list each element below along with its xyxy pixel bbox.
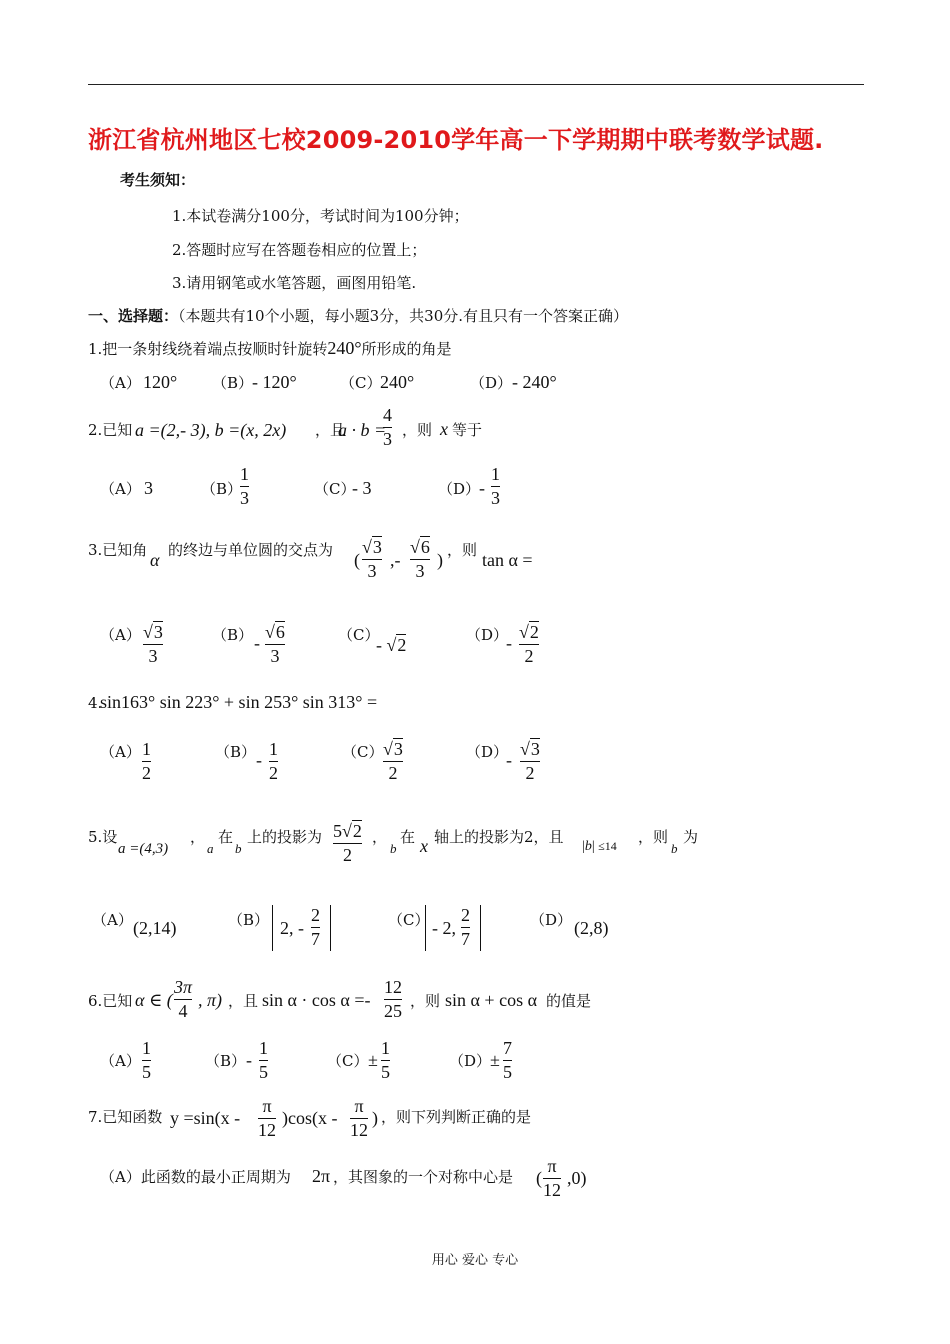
q2-option-c-label: （C） — [314, 480, 356, 498]
q6-stem-start: 6.已知 — [88, 992, 133, 1010]
page-footer: 用心 爱心 专心 — [431, 1253, 519, 1268]
den: 4 — [178, 1001, 188, 1021]
q5-is: 为 — [683, 828, 699, 846]
den: 5 — [259, 1062, 268, 1082]
q2-stem-start: 2.已知 — [88, 421, 133, 439]
den: 12 — [543, 1180, 561, 1200]
q1-option-d-label: （D） — [470, 374, 513, 392]
q6-option-a-label: （A） — [100, 1052, 141, 1070]
q6-then: ，则 — [410, 992, 441, 1010]
num: 1 — [269, 739, 278, 759]
q5-on-2: 在 — [400, 828, 416, 846]
notice-item-2: 2.答题时应写在答题卷相应的位置上； — [172, 241, 427, 259]
q7-option-a-point-fraction — [543, 1156, 561, 1201]
q4-option-a-fraction — [142, 739, 151, 784]
num: 1 — [142, 1038, 151, 1058]
num: π — [547, 1156, 557, 1176]
q7-option-a-period: 2π — [312, 1166, 331, 1186]
den: 5 — [381, 1062, 390, 1082]
q5-option-d-value: (2,8) — [574, 918, 609, 938]
q6-option-b-fraction — [259, 1038, 268, 1083]
q7-frac-1 — [258, 1096, 276, 1141]
num: 6 — [275, 622, 285, 642]
q7-func-start: y =sin(x - — [170, 1108, 241, 1128]
q5-option-a-label: （A） — [92, 911, 133, 929]
q3-stem-mid: 的终边与单位圆的交点为 — [168, 541, 334, 559]
q2-option-a-label: （A） — [100, 480, 141, 498]
q3-option-a-fraction: √3 3 — [143, 622, 163, 666]
num: 3 — [153, 622, 163, 642]
q4-option-d-label: （D） — [466, 743, 509, 761]
q5-x: x — [420, 836, 428, 856]
q5-b-2: b — [390, 841, 397, 856]
section-label: 一、选择题： — [88, 307, 179, 325]
q7-stem-start: 7.已知函数 — [88, 1108, 163, 1126]
q3-option-c-label: （C） — [338, 626, 380, 644]
coef: 5 — [333, 821, 342, 841]
q5-comma-2: ， — [372, 828, 388, 846]
q2-denominator: 3 — [383, 429, 392, 449]
num: 3 — [530, 739, 540, 759]
q2-numerator: 4 — [383, 405, 392, 425]
exam-title: 浙江省杭州地区七校2009-2010学年高一下学期期中联考数学试题. — [88, 126, 824, 154]
q4-option-d-fraction: √3 2 — [520, 739, 540, 783]
q5-projection: 上的投影为 — [247, 828, 323, 846]
num: 12 — [384, 977, 402, 997]
q6-option-b-sign: - — [246, 1050, 252, 1070]
q4-option-b-sign: - — [256, 750, 262, 770]
q5-a: a — [207, 841, 214, 856]
num: 2 — [311, 905, 320, 925]
q2-option-d-sign: - — [479, 478, 485, 498]
q6-product-fraction — [384, 977, 402, 1022]
q2-option-d-label: （D） — [438, 480, 481, 498]
q3-option-d-fraction: √2 2 — [519, 622, 539, 666]
q5-on: 在 — [218, 828, 234, 846]
q2-equals: 等于 — [452, 421, 483, 439]
den: 7 — [311, 929, 320, 949]
q5-b: b — [235, 841, 242, 856]
q4-option-c-label: （C） — [342, 743, 384, 761]
num: 1 — [142, 739, 151, 759]
q6-option-b-label: （B） — [205, 1052, 247, 1070]
den: 7 — [461, 929, 470, 949]
section-desc: （本题共有10个小题，每小题3分，共30分.有且只有一个答案正确） — [178, 307, 629, 325]
q6-option-c-sign: ± — [368, 1050, 378, 1070]
den: 3 — [415, 561, 425, 581]
num: 6 — [420, 537, 430, 557]
section-heading — [88, 306, 628, 326]
q4-expression: sin163° sin 223° + sin 253° sin 313° = — [100, 692, 378, 712]
q5-option-b-bracket-left — [272, 905, 273, 951]
notice-item-3: 3.请用钢笔或水笔答题，画图用铅笔. — [172, 274, 417, 292]
num: 1 — [381, 1038, 390, 1058]
q6-option-c-label: （C） — [327, 1052, 369, 1070]
b: b — [584, 839, 592, 854]
q1-option-d-value: - 240° — [512, 372, 557, 392]
q1-text-end: 所形成的角是 — [361, 340, 452, 358]
q3-option-a-label: （A） — [100, 626, 141, 644]
q3-sep: ,- — [390, 550, 401, 570]
q2-var-x: x — [440, 419, 448, 439]
q3-then: ，则 — [447, 541, 478, 559]
num: 1 — [259, 1038, 268, 1058]
q5-option-b-bracket-right — [330, 905, 331, 951]
q7-stem-end: ，则下列判断正确的是 — [381, 1108, 532, 1126]
q1-option-a-value: 120° — [143, 372, 178, 392]
q3-frac-1: √3 3 — [362, 537, 382, 581]
q1-option-b-value: - 120° — [252, 372, 297, 392]
q6-and: ，且 — [228, 992, 259, 1010]
notice-item-1: 1.本试卷满分100分，考试时间为100分钟； — [172, 207, 469, 225]
q6-option-d-label: （D） — [449, 1052, 492, 1070]
q3-paren-open: ( — [354, 550, 360, 570]
den: 3 — [270, 646, 280, 666]
q7-option-a-text-2: ，其图象的一个对称中心是 — [333, 1168, 514, 1186]
q2-option-a-value: 3 — [144, 478, 153, 498]
den: 3 — [491, 488, 500, 508]
q5-stem-start: 5.设 — [88, 828, 118, 846]
q2-and: ，且 — [315, 421, 346, 439]
q2-option-d-fraction — [491, 464, 500, 509]
den: 2 — [388, 763, 398, 783]
question-1-stem — [88, 338, 452, 359]
q6-interval-end: , π) — [198, 990, 223, 1010]
q5-option-c-bracket-right — [480, 905, 481, 951]
den: 2 — [342, 845, 352, 865]
q1-angle: 240° — [327, 338, 362, 358]
num: π — [262, 1096, 272, 1116]
den: 2 — [269, 763, 278, 783]
q3-alpha: α — [150, 550, 160, 570]
q6-option-a-fraction — [142, 1038, 151, 1083]
den: 12 — [350, 1120, 368, 1140]
den: 2 — [524, 646, 534, 666]
q6-option-c-fraction — [381, 1038, 390, 1083]
q2-dot-product: a · b = — [338, 420, 387, 440]
den: 5 — [503, 1062, 512, 1082]
den: 12 — [258, 1120, 276, 1140]
q2-vectors: a =(2,- 3), b =(x, 2x) — [135, 420, 287, 440]
q7-func-end: ) — [372, 1108, 378, 1128]
q7-func-mid: )cos(x - — [282, 1108, 338, 1128]
q1-option-c-value: 240° — [380, 372, 415, 392]
num: 3 — [372, 537, 382, 557]
q6-interval-fraction — [174, 977, 192, 1022]
q5-option-c-bracket-left — [425, 905, 426, 951]
q2-fraction — [383, 405, 392, 450]
q5-option-b-value: 2, - — [280, 918, 304, 938]
q5-axis-projection: 轴上的投影为2，且 — [434, 828, 564, 846]
q3-option-b-fraction: √6 3 — [265, 622, 285, 666]
q4-option-b-label: （B） — [215, 743, 257, 761]
q5-projection-fraction: 5√2 2 — [333, 821, 362, 865]
q4-option-d-sign: - — [506, 750, 512, 770]
q5-option-c-fraction — [461, 905, 470, 950]
q2-then: ，则 — [402, 421, 433, 439]
notice-heading: 考生须知： — [120, 171, 196, 189]
q6-sum: sin α + cos α — [445, 990, 538, 1010]
q5-option-b-label: （B） — [228, 911, 270, 929]
q1-option-b-label: （B） — [212, 374, 254, 392]
radicand: 2 — [352, 821, 362, 841]
q5-abs-b: |b| ≤14 — [582, 839, 617, 854]
q7-frac-2 — [350, 1096, 368, 1141]
q5-option-a-value: (2,14) — [133, 918, 177, 938]
num: 1 — [240, 464, 249, 484]
q5-option-b-fraction — [311, 905, 320, 950]
q6-product: sin α · cos α =- — [262, 990, 371, 1010]
q2-option-c-value: - 3 — [352, 478, 372, 498]
num: 1 — [491, 464, 500, 484]
den: 2 — [142, 763, 151, 783]
q4-option-c-fraction: √3 2 — [383, 739, 403, 783]
q4-option-b-fraction — [269, 739, 278, 784]
q7-option-a-text: （A）此函数的最小正周期为 — [100, 1168, 291, 1186]
q7-option-a-point-close: ,0) — [567, 1168, 587, 1188]
header-rule — [88, 84, 864, 85]
sign: - — [376, 635, 382, 655]
radicand: 2 — [397, 635, 407, 655]
q5-option-c-label: （C） — [388, 911, 430, 929]
q4-number: 4. — [88, 694, 103, 712]
num: 3 — [393, 739, 403, 759]
den: 2 — [525, 763, 535, 783]
q7-option-a-point-open: ( — [536, 1168, 542, 1188]
q3-option-d-label: （D） — [466, 626, 509, 644]
q3-tan: tan α = — [482, 550, 533, 570]
q3-option-b-label: （B） — [212, 626, 254, 644]
q3-option-b-sign: - — [254, 633, 260, 653]
q5-vector-a: a =(4,3) — [118, 841, 169, 857]
q3-paren-close: ) — [437, 550, 443, 570]
q5-b-3: b — [671, 841, 678, 856]
q5-comma: ， — [190, 828, 206, 846]
den: 3 — [148, 646, 158, 666]
q3-stem-start: 3.已知角 — [88, 541, 148, 559]
q3-frac-2: √6 3 — [410, 537, 430, 581]
q1-option-a-label: （A） — [100, 374, 141, 392]
q4-option-a-label: （A） — [100, 743, 141, 761]
q2-option-b-label: （B） — [201, 480, 243, 498]
den: 3 — [367, 561, 377, 581]
q5-then: ，则 — [638, 828, 669, 846]
bound: ≤14 — [598, 839, 617, 853]
num: 7 — [503, 1038, 512, 1058]
q1-text: 1.把一条射线绕着端点按顺时针旋转 — [88, 340, 328, 358]
q5-option-c-value: - 2, — [432, 918, 456, 938]
q6-alpha-in: α ∈ ( — [135, 990, 173, 1010]
q3-option-d-sign: - — [506, 633, 512, 653]
q6-option-d-sign: ± — [490, 1050, 500, 1070]
num: π — [354, 1096, 364, 1116]
q5-option-d-label: （D） — [530, 911, 573, 929]
q3-option-c-value: - √2 — [376, 635, 407, 655]
den: 3 — [240, 488, 249, 508]
num: 3π — [174, 977, 193, 997]
num: 2 — [461, 905, 470, 925]
num: 2 — [529, 622, 539, 642]
q1-option-c-label: （C） — [340, 374, 382, 392]
den: 5 — [142, 1062, 151, 1082]
q2-option-b-fraction — [240, 464, 249, 509]
q6-value-is: 的值是 — [546, 992, 592, 1010]
q6-option-d-fraction — [503, 1038, 512, 1083]
den: 25 — [384, 1001, 402, 1021]
